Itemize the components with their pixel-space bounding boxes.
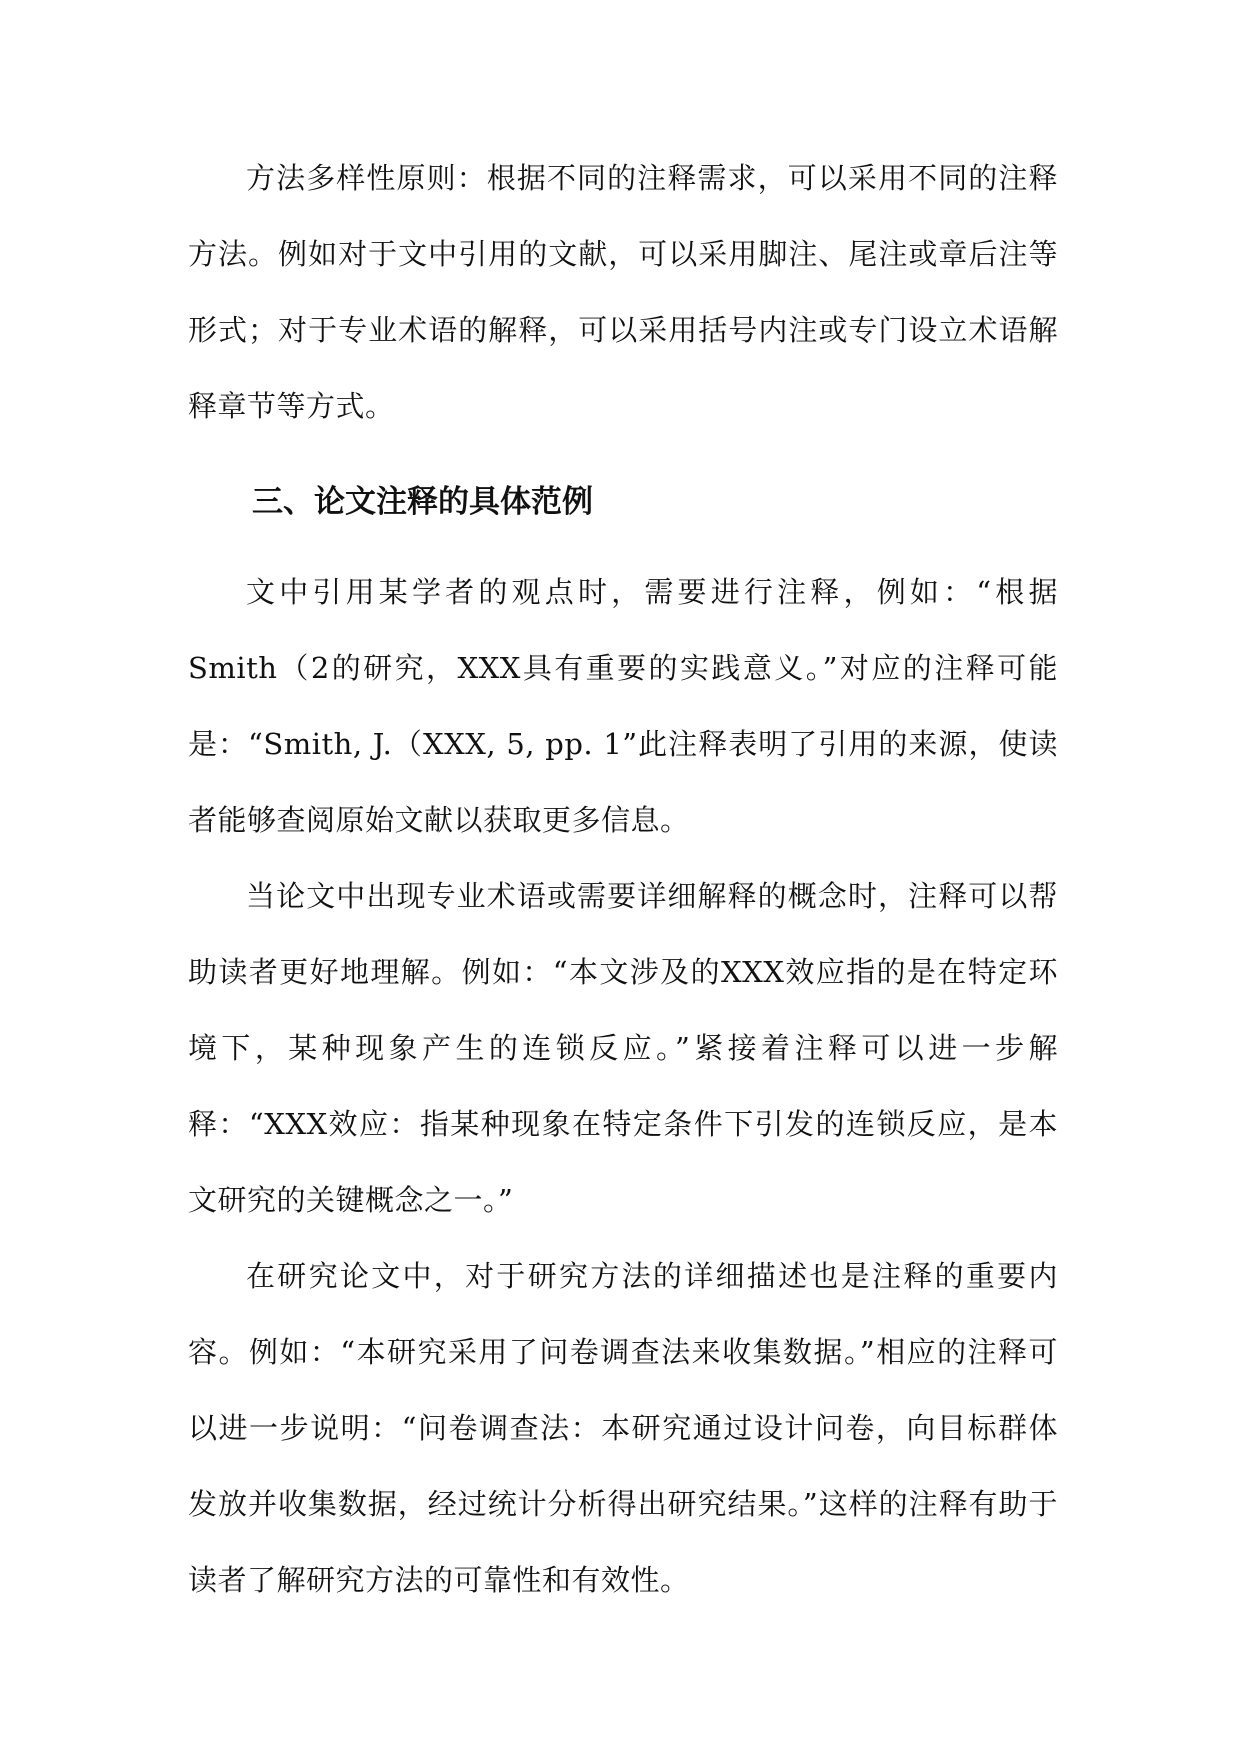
document-body [188, 140, 1058, 1618]
paragraph-term-example: 当论文中出现专业术语或需要详细解释的概念时，注释可以帮助读者更好地理解。例如：“本文涉及的XXX效应指的是在特定环境下，某种现象产生的连锁反应。”紧接着注释可以进一步解释：“XXX效应：指某种现象在特定条件下引发的连锁反应，是本文研究的关键概念之一。” [188, 879, 1058, 1217]
paragraph-citation-example: 文中引用某学者的观点时，需要进行注释，例如：“根据Smith（2的研究，XXX具有重要的实践意义。”对应的注释可能是：“Smith, J.（XXX, 5, pp. 1”此注释表明了引用的来源，使读者能够查阅原始文献以获取更多信息。 [188, 575, 1058, 837]
section-heading: 三、论文注释的具体范例 [252, 484, 593, 520]
paragraph-method-diversity: 方法多样性原则：根据不同的注释需求，可以采用不同的注释方法。例如对于文中引用的文献，可以采用脚注、尾注或章后注等形式；对于专业术语的解释，可以采用括号内注或专门设立术语解释章节等方式。 [188, 161, 1058, 423]
paragraph-method-example: 在研究论文中，对于研究方法的详细描述也是注释的重要内容。例如：“本研究采用了问卷调查法来收集数据。”相应的注释可以进一步说明：“问卷调查法：本研究通过设计问卷，向目标群体发放并收集数据，经过统计分析得出研究结果。”这样的注释有助于读者了解研究方法的可靠性和有效性。 [188, 1259, 1058, 1597]
